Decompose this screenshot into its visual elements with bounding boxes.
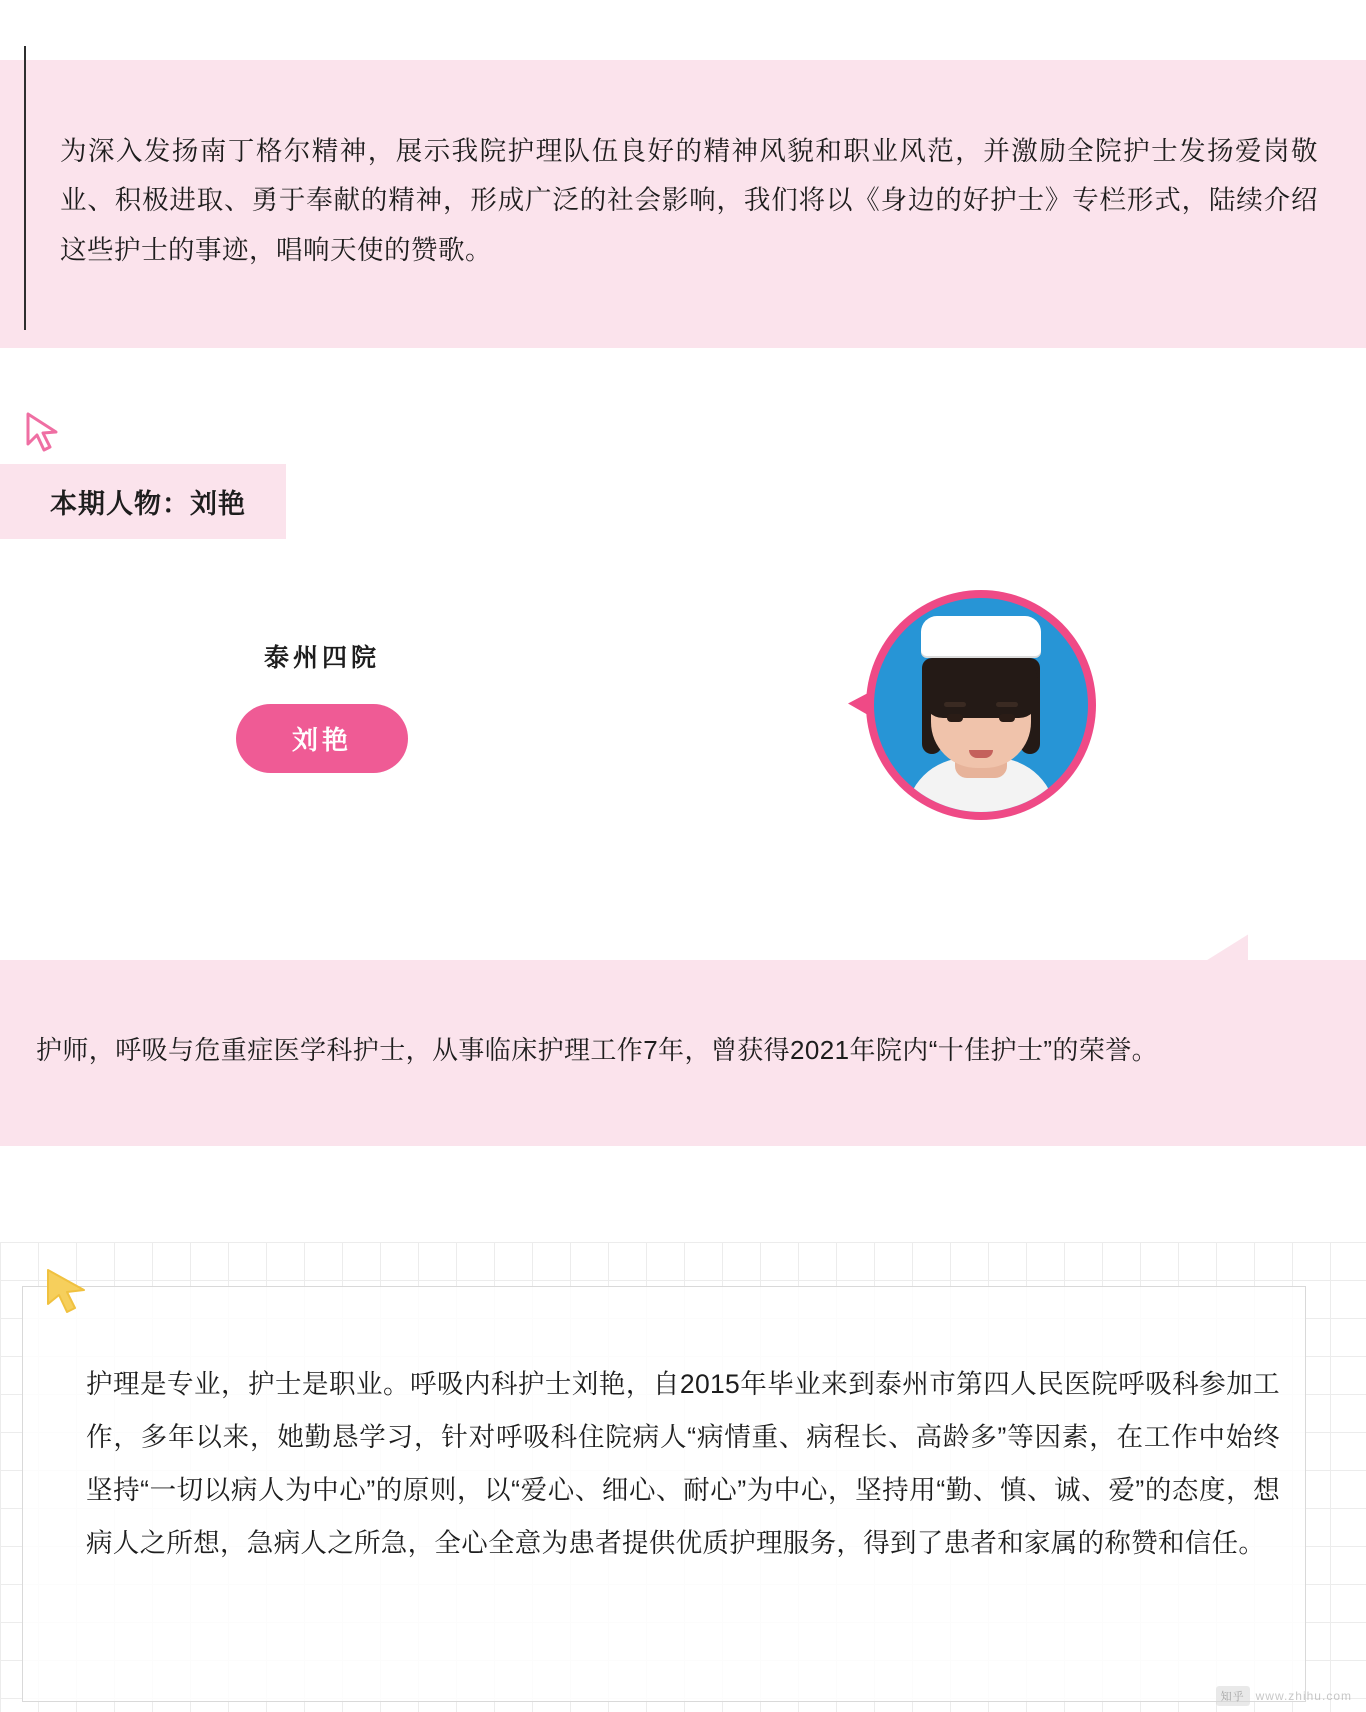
name-column (232, 638, 412, 773)
avatar-photo (874, 598, 1088, 812)
avatar (866, 590, 1096, 820)
person-tag-section (0, 432, 1366, 542)
intro-section (0, 60, 1366, 348)
down-arrow-icon (42, 1264, 94, 1324)
portrait-brow-left (944, 702, 966, 707)
body-section (0, 1242, 1366, 1712)
portrait-eye-left (947, 714, 963, 722)
intro-box (0, 60, 1366, 348)
bio-section (0, 960, 1366, 1145)
watermark (1216, 1686, 1352, 1706)
person-name-pill: 刘艳 (236, 704, 408, 773)
bio-paragraph: 护师，呼吸与危重症医学科护士，从事临床护理工作7年，曾获得2021年院内“十佳护士”的荣誉。 (36, 1035, 1159, 1066)
cursor-pointer-icon (24, 410, 68, 458)
person-tag-label: 本期人物：刘艳 (0, 464, 286, 539)
body-paragraph: 护理是专业，护士是职业。呼吸内科护士刘艳，自2015年毕业来到泰州市第四人民医院呼吸科参加工作，多年以来，她勤恳学习，针对呼吸科住院病人“病情重、病程长、高龄多”等因素，在工作中始终坚持“一切以病人为中心”的原则，以“爱心、细心、耐心”为中心，坚持用“勤、慎、诚、爱”的态度，想病人之所想，急病人之所急，全心全意为患者提供优质护理服务，得到了患者和家属的称赞和信任。 (86, 1368, 1280, 1558)
portrait-eye-right (999, 714, 1015, 722)
nurse-cap-icon (921, 616, 1041, 656)
intro-paragraph: 为深入发扬南丁格尔精神，展示我院护理队伍良好的精神风貌和职业风范，并激励全院护士发扬爱岗敬业、积极进取、勇于奉献的精神，形成广泛的社会影响，我们将以《身边的好护士》专栏形式，陆续介绍这些护士的事迹，唱响天使的赞歌。 (60, 135, 1318, 266)
portrait-brow-right (996, 702, 1018, 707)
bio-box (0, 960, 1366, 1145)
intro-vertical-rule (24, 46, 26, 330)
watermark-text: www.zhihu.com (1255, 1688, 1352, 1703)
portrait-row (0, 590, 1366, 920)
hospital-name: 泰州四院 (263, 644, 380, 673)
watermark-badge: 知乎 (1216, 1686, 1250, 1706)
